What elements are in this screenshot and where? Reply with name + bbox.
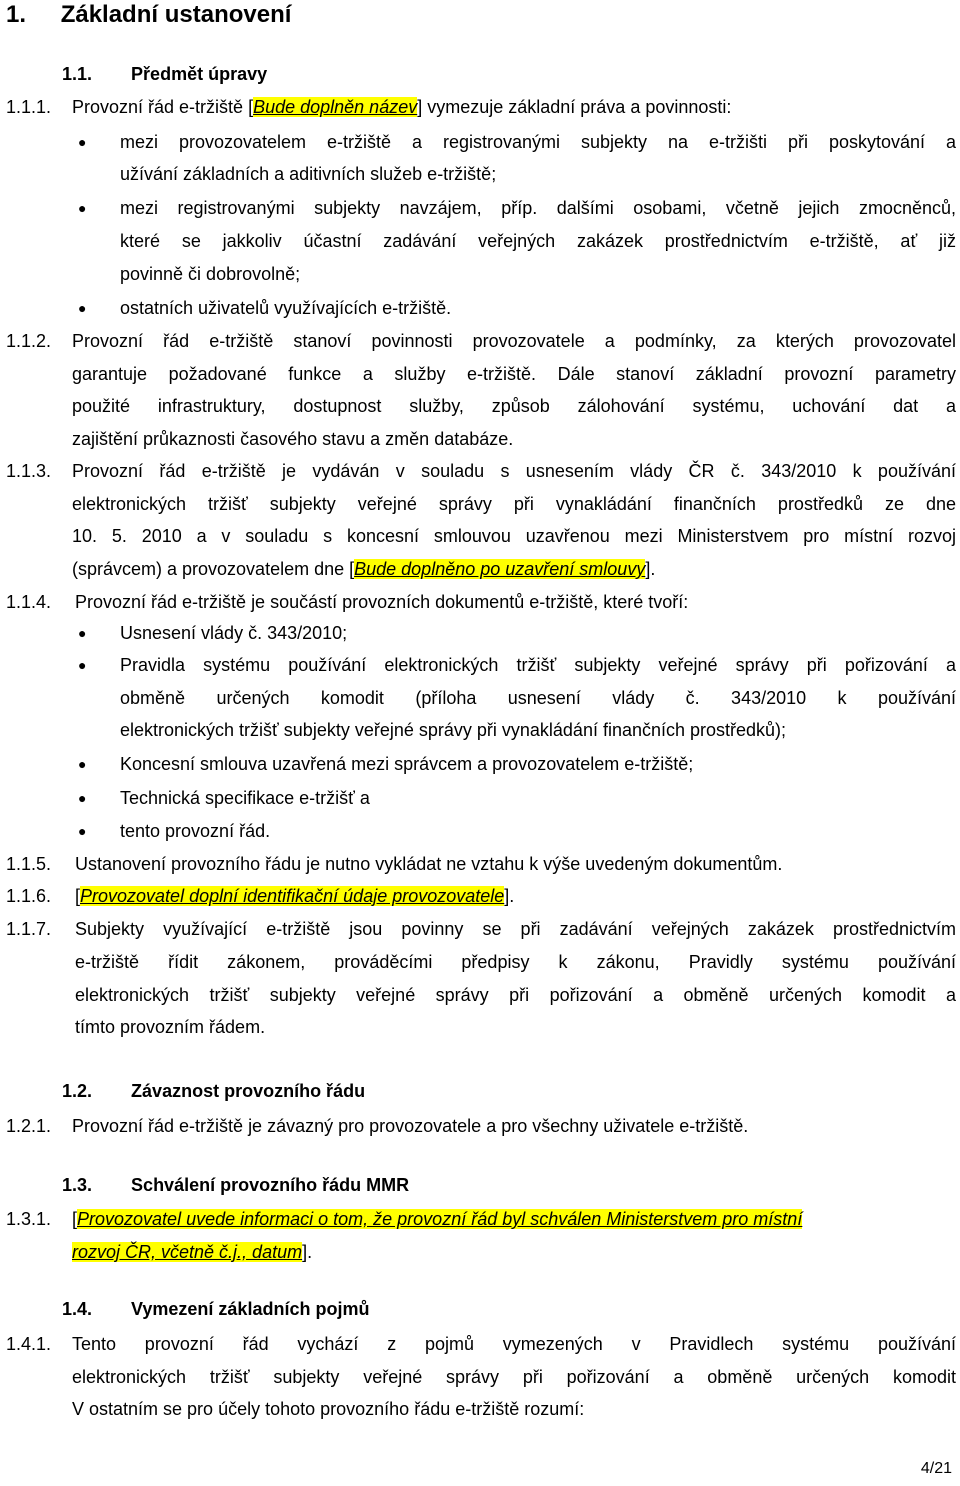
clause-line: 10. 5. 2010 a v souladu s koncesní smlouvou uzavřenou mezi Ministerstvem pro místní rozvoj	[72, 526, 956, 546]
bullet-icon: ●	[78, 790, 87, 806]
subsection-heading-1-4	[62, 1297, 369, 1321]
clause-line: Subjekty využívající e-tržiště jsou povinny se při zadávání veřejných zakázek prostřednictvím	[75, 919, 956, 939]
subsection-number: 1.3.	[62, 1175, 93, 1195]
bullet-item-line: elektronických tržišť subjekty veřejné správy při vynakládání finančních prostředků);	[120, 720, 787, 740]
bullet-item-line: Koncesní smlouva uzavřená mezi správcem a provozovatelem e-tržiště;	[120, 754, 694, 774]
bullet-item-line: mezi registrovanými subjekty navzájem, příp. dalšími osobami, včetně jejich zmocněnců,	[120, 198, 956, 218]
clause-line: Provozní řád e-tržiště je vydáván v souladu s usnesením vlády ČR č. 343/2010 k používání	[72, 461, 956, 481]
subsection-title: Vymezení základních pojmů	[131, 1299, 370, 1319]
bullet-icon: ●	[78, 756, 87, 772]
clause-line: e-tržiště řídit zákonem, prováděcími předpisy k zákonu, Pravidly systému používání	[75, 952, 956, 972]
clause-number-1-1-1: 1.1.1.	[6, 97, 52, 117]
bullet-icon: ●	[78, 657, 87, 673]
clause-line: elektronických tržišť subjekty veřejné správy při vynakládání finančních prostředků ze dne	[72, 494, 956, 514]
clause-line: zajištění průkaznosti časového stavu a změn databáze.	[72, 429, 514, 449]
bullet-icon: ●	[78, 200, 87, 216]
subsection-heading-1-3	[62, 1173, 409, 1197]
clause-number-1-1-3: 1.1.3.	[6, 461, 52, 481]
clause-line: Ustanovení provozního řádu je nutno vykládat ne vztahu k výše uvedeným dokumentům.	[75, 854, 783, 874]
subsection-heading-1-1	[62, 62, 267, 86]
bullet-icon: ●	[78, 300, 87, 316]
bullet-item-line: tento provozní řád.	[120, 821, 271, 841]
clause-1-1-1-text: Provozní řád e-tržiště [Bude doplněn název] vymezuje základní práva a povinnosti:	[72, 97, 732, 117]
subsection-title: Závaznost provozního řádu	[131, 1081, 366, 1101]
bullet-icon: ●	[78, 625, 87, 641]
subsection-number: 1.1.	[62, 64, 93, 84]
clause-line: tímto provozním řádem.	[75, 1017, 266, 1037]
clause-line: použité infrastruktury, dostupnost služby, způsob zálohování systému, uchování dat a	[72, 396, 956, 416]
bullet-item-line: povinně či dobrovolně;	[120, 264, 301, 284]
subsection-title: Předmět úpravy	[131, 64, 268, 84]
clause-line: rozvoj ČR, včetně č.j., datum].	[72, 1242, 313, 1262]
bullet-icon: ●	[78, 134, 87, 150]
bullet-item-line: které se jakkoliv účastní zadávání veřejných zakázek prostřednictvím e-tržiště, ať již	[120, 231, 956, 251]
clause-line: Tento provozní řád vychází z pojmů vymezených v Pravidlech systému používání	[72, 1334, 956, 1354]
clause-line: elektronických tržišť subjekty veřejné správy při pořizování a obměně určených komodit	[72, 1367, 956, 1387]
bullet-item-line: Pravidla systému používání elektronických tržišť subjekty veřejné správy při pořizování a	[120, 655, 956, 675]
bullet-item-line: Technická specifikace e-tržišť a	[120, 788, 370, 808]
clause-line: Provozní řád e-tržiště je součástí provozních dokumentů e-tržiště, které tvoří:	[75, 592, 689, 612]
bullet-item-line: obměně určených komodit (příloha usnesení vlády č. 343/2010 k používání	[120, 688, 956, 708]
bullet-item-line: Usnesení vlády č. 343/2010;	[120, 623, 348, 643]
clause-number-1-2-1: 1.2.1.	[6, 1116, 52, 1136]
section-heading-1	[6, 0, 291, 30]
clause-line: garantuje požadované funkce a služby e-tržiště. Dále stanoví základní provozní parametry	[72, 364, 956, 384]
page-number: 4/21	[920, 1460, 952, 1477]
clause-number-1-1-6: 1.1.6.	[6, 886, 52, 906]
clause-line: elektronických tržišť subjekty veřejné správy při pořizování a obměně určených komodit a	[75, 985, 956, 1005]
placeholder-highlight: Bude doplněno po uzavření smlouvy	[354, 559, 646, 579]
bullet-item-line: užívání základních a aditivních služeb e-tržiště;	[120, 164, 497, 184]
placeholder-highlight: Bude doplněn název	[253, 97, 418, 117]
clause-number-1-1-2: 1.1.2.	[6, 331, 52, 351]
section-title: Základní ustanovení	[60, 1, 292, 28]
clause-line: Provozní řád e-tržiště stanoví povinnosti provozovatele a podmínky, za kterých provozovatel	[72, 331, 956, 351]
subsection-heading-1-2	[62, 1079, 365, 1103]
placeholder-highlight: rozvoj ČR, včetně č.j., datum	[72, 1242, 303, 1262]
clause-line: (správcem) a provozovatelem dne [Bude doplněno po uzavření smlouvy].	[72, 559, 656, 579]
clause-line: [Provozovatel doplní identifikační údaje provozovatele].	[75, 886, 515, 906]
clause-number-1-1-7: 1.1.7.	[6, 919, 52, 939]
placeholder-highlight: Provozovatel uvede informaci o tom, že provozní řád byl schválen Ministerstvem pro místní	[77, 1209, 803, 1229]
clause-number-1-3-1: 1.3.1.	[6, 1209, 52, 1229]
bullet-item-line: ostatních uživatelů využívajících e-tržiště.	[120, 298, 452, 318]
clause-line: [Provozovatel uvede informaci o tom, že provozní řád byl schválen Ministerstvem pro místní	[72, 1209, 803, 1229]
bullet-icon: ●	[78, 823, 87, 839]
clause-number-1-1-4: 1.1.4.	[6, 592, 52, 612]
clause-number-1-1-5: 1.1.5.	[6, 854, 52, 874]
subsection-number: 1.2.	[62, 1081, 93, 1101]
placeholder-highlight: Provozovatel doplní identifikační údaje provozovatele	[80, 886, 505, 906]
clause-line: Provozní řád e-tržiště je závazný pro provozovatele a pro všechny uživatele e-tržiště.	[72, 1116, 749, 1136]
subsection-title: Schválení provozního řádu MMR	[131, 1175, 410, 1195]
clause-number-1-4-1: 1.4.1.	[6, 1334, 52, 1354]
clause-line: V ostatním se pro účely tohoto provozního řádu e-tržiště rozumí:	[72, 1399, 585, 1419]
bullet-item-line: mezi provozovatelem e-tržiště a registrovanými subjekty na e-tržišti při poskytování a	[120, 132, 956, 152]
subsection-number: 1.4.	[62, 1299, 93, 1319]
section-number: 1.	[6, 1, 27, 28]
